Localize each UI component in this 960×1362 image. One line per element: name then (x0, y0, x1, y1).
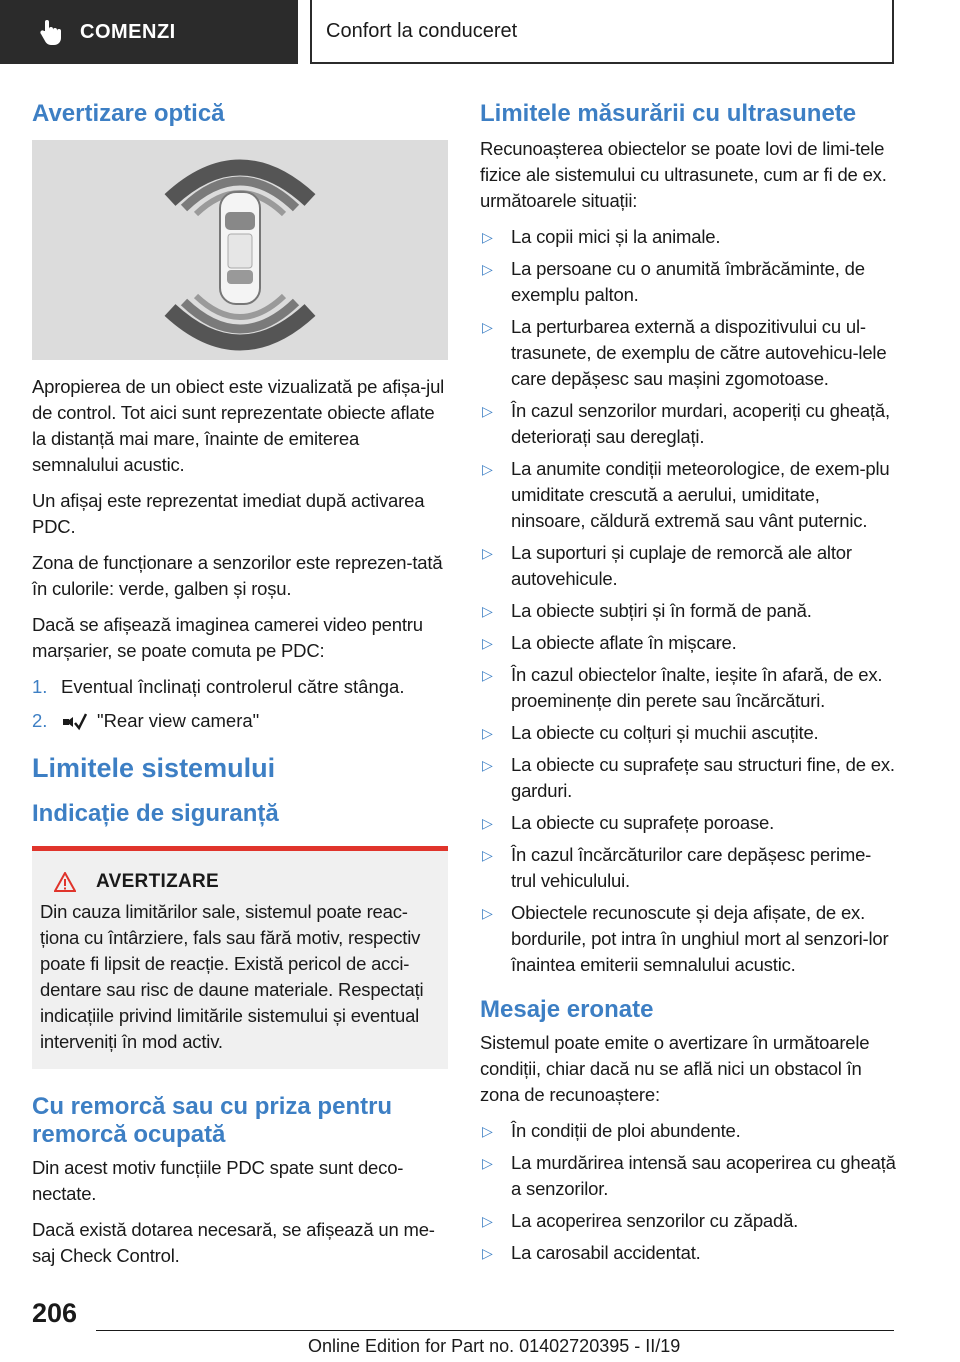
section-label: COMENZI (80, 20, 176, 43)
bullet-triangle-icon: ▷ (482, 461, 493, 477)
bullet-triangle-icon: ▷ (482, 725, 493, 741)
bullet-triangle-icon: ▷ (482, 603, 493, 619)
bullet-triangle-icon: ▷ (482, 635, 493, 651)
right-column (480, 100, 896, 1272)
warning-title: AVERTIZARE (96, 871, 219, 892)
heading-safety: Indicație de siguranță (32, 800, 279, 827)
list-item: 2. "Rear view camera" (32, 710, 260, 731)
edition-note: Online Edition for Part no. 01402720395 - II/19 (308, 1336, 681, 1356)
bullet-triangle-icon: ▷ (482, 905, 493, 921)
paragraph-errors: Sistemul poate emite o avertizare în următoarele condiții, chiar dacă nu se află nici un obstacol în zona de recunoaștere: (480, 1032, 870, 1105)
list-item: ▷ La obiecte cu suprafețe sau structuri fine, de ex. garduri. (480, 752, 896, 804)
paragraph-ultrasound: Recunoașterea obiectelor se poate lovi de limi-tele fizice ale sistemului cu ultrasunete, cum ar fi de ex. următoarele situații: (480, 138, 887, 211)
footer-divider (96, 1330, 894, 1331)
list-item: 1. Eventual înclinați controlerul către stânga. (32, 676, 405, 697)
paragraph-trailer-1: Din acest motiv funcțiile PDC spate sunt deco-nectate. (32, 1157, 404, 1204)
list-item: ▷ În cazul senzorilor murdari, acoperiți cu gheață, deteriorați sau dereglați. (480, 398, 896, 450)
list-item: ▷ În cazul obiectelor înalte, ieșite în afară, de ex. proeminențe din perete sau încărcături. (480, 662, 896, 714)
list-item: ▷ La obiecte cu suprafețe poroase. (480, 810, 896, 836)
heading-system-limits: Limitele sistemului (32, 753, 276, 783)
left-column (32, 100, 448, 1279)
bullet-triangle-icon: ▷ (482, 757, 493, 773)
warning-text: Din cauza limitărilor sale, sistemul poate reac-ționa cu întârziere, fals sau fără motiv, respectiv poate fi lipsit de reacție. Există pericol de acci-dentare sau risc de daune materiale. Respectați indicațiile privind limitările sistemului și eventual interveniți în mod activ. (40, 901, 424, 1052)
warning-box (32, 846, 448, 1069)
list-item: ▷ La carosabil accidentat. (480, 1240, 896, 1266)
list-item: ▷ La copii mici și la animale. (480, 224, 896, 250)
bullet-triangle-icon: ▷ (482, 1155, 493, 1171)
bullet-triangle-icon: ▷ (482, 1213, 493, 1229)
chapter-title: Confort la conduceret (310, 0, 894, 64)
paragraph-optic-1: Apropierea de un obiect este vizualizată pe afișa-jul de control. Tot aici sunt reprezentate obiecte aflate la distanță mai mare, înainte de emiterea semnalului acustic. (32, 376, 445, 475)
bullet-triangle-icon: ▷ (482, 261, 493, 277)
limitations-list (480, 224, 896, 978)
bullet-triangle-icon: ▷ (482, 229, 493, 245)
heading-ultrasound-limits: Limitele măsurării cu ultrasunete (480, 100, 857, 127)
bullet-triangle-icon: ▷ (482, 319, 493, 335)
page-number: 206 (32, 1298, 78, 1328)
car-sensor-illustration (32, 140, 448, 360)
list-item: ▷ Obiectele recunoscute și deja afișate, de ex. bordurile, pot intra în unghiul mort al senzori-lor înaintea emiterii semnalului acustic. (480, 900, 896, 978)
list-item: ▷ La obiecte cu colțuri și muchii ascuțite. (480, 720, 896, 746)
rear-camera-icon (61, 711, 87, 731)
list-item: ▷ La perturbarea externă a dispozitivului cu ul-trasunete, de exemplu de către autovehicu-lele care depășesc sau mașini zgomotoase. (480, 314, 896, 392)
bullet-triangle-icon: ▷ (482, 847, 493, 863)
pdc-display-image (32, 140, 448, 360)
bullet-triangle-icon: ▷ (482, 545, 493, 561)
bullet-triangle-icon: ▷ (482, 1123, 493, 1139)
list-item: ▷ În condiții de ploi abundente. (480, 1118, 896, 1144)
hand-pointer-icon (36, 17, 66, 47)
bullet-triangle-icon: ▷ (482, 1245, 493, 1261)
list-item: ▷ În cazul încărcăturilor care depășesc perime-trul vehiculului. (480, 842, 896, 894)
heading-optic-warning: Avertizare optică (32, 100, 225, 127)
list-item: ▷ La obiecte subțiri și în formă de pană. (480, 598, 896, 624)
list-item: ▷ La acoperirea senzorilor cu zăpadă. (480, 1208, 896, 1234)
bullet-triangle-icon: ▷ (482, 815, 493, 831)
list-item: ▷ La murdărirea intensă sau acoperirea cu gheață a senzorilor. (480, 1150, 896, 1202)
list-item: ▷ La obiecte aflate în mișcare. (480, 630, 896, 656)
error-conditions-list (480, 1118, 896, 1266)
paragraph-optic-3: Zona de funcționare a senzorilor este reprezen-tată în culorile: verde, galben și roșu. (32, 552, 443, 599)
warning-triangle-icon (54, 872, 76, 892)
list-item: ▷ La persoane cu o anumită îmbrăcăminte, de exemplu palton. (480, 256, 896, 308)
steps-list (32, 674, 448, 734)
paragraph-trailer-2: Dacă există dotarea necesară, se afișează un me-saj Check Control. (32, 1219, 435, 1266)
paragraph-optic-4: Dacă se afișează imaginea camerei video pentru marșarier, se poate comuta pe PDC: (32, 614, 423, 661)
bullet-triangle-icon: ▷ (482, 667, 493, 683)
bullet-triangle-icon: ▷ (482, 403, 493, 419)
paragraph-optic-2: Un afișaj este reprezentat imediat după activarea PDC. (32, 490, 425, 537)
heading-trailer: Cu remorcă sau cu priza pentru remorcă ocupată (32, 1093, 393, 1148)
list-item: ▷ La anumite condiții meteorologice, de exem-plu umiditate crescută a aerului, umiditate, ninsoare, căldură extremă sau vânt puternic. (480, 456, 896, 534)
list-item: ▷ La suporturi și cuplaje de remorcă ale altor autovehicule. (480, 540, 896, 592)
section-tab (0, 0, 298, 64)
heading-error-messages: Mesaje eronate (480, 996, 654, 1023)
